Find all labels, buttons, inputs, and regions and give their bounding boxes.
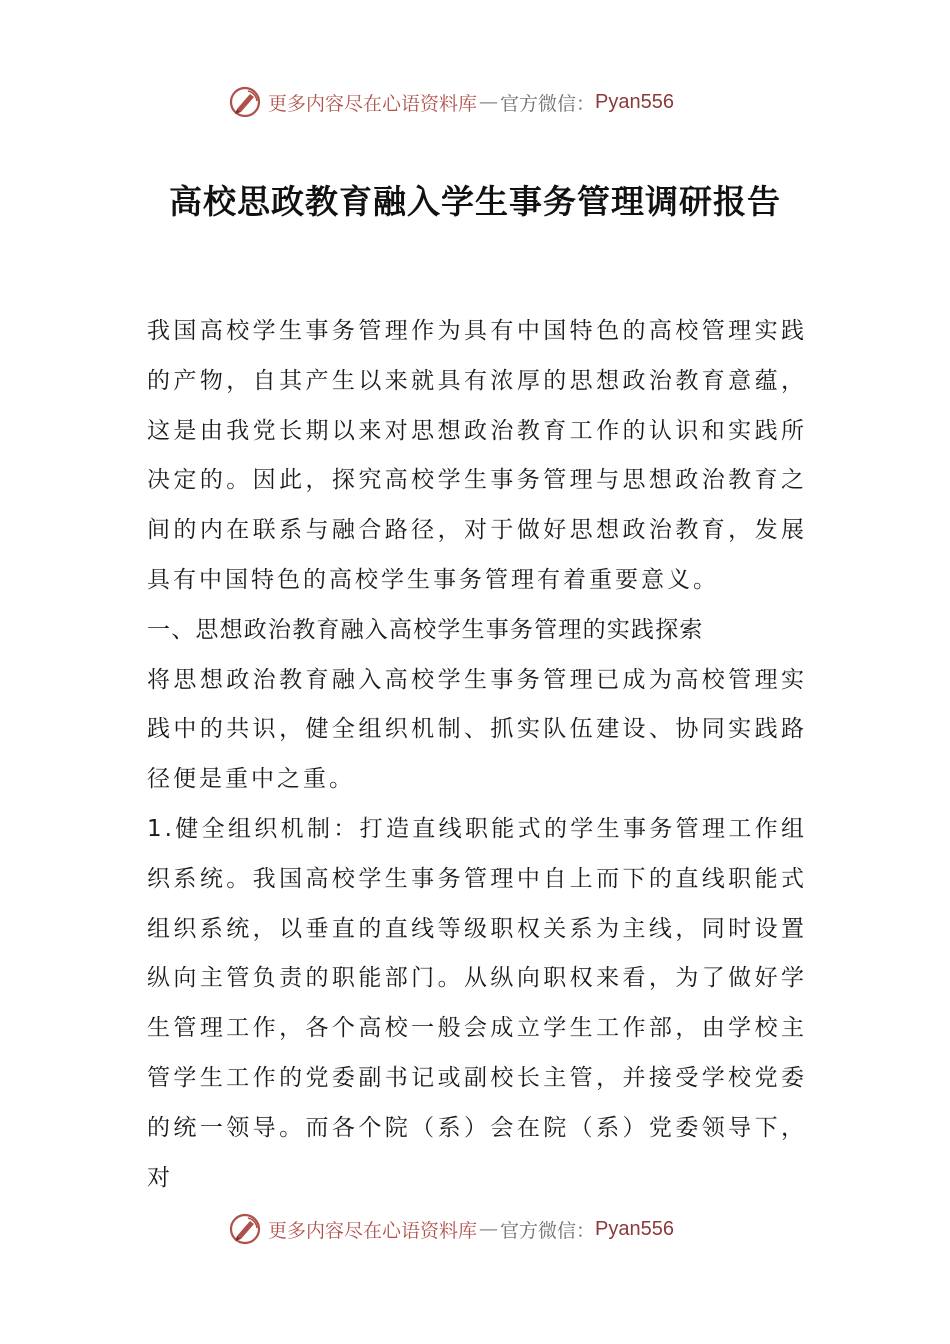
section-paragraph: 将思想政治教育融入高校学生事务管理已成为高校管理实践中的共识，健全组织机制、抓实队伍建设、协同实践路径便是重中之重。 (147, 666, 807, 793)
header-watermark (228, 82, 748, 122)
watermark-wechat-id: Pyan556 (595, 90, 674, 113)
watermark-wechat-label: 官方微信： (500, 1219, 596, 1242)
footer-watermark (228, 1209, 748, 1249)
document-body (147, 307, 807, 1203)
watermark-text: 更多内容尽在心语资料库 (268, 1219, 478, 1242)
watermark-dash: — (479, 91, 499, 113)
document-title: 高校思政教育融入学生事务管理调研报告 (169, 182, 781, 221)
watermark-dash: — (479, 1218, 499, 1240)
pen-logo-icon (228, 1212, 262, 1246)
watermark-wechat-label: 官方微信： (500, 92, 596, 115)
watermark-wechat-id: Pyan556 (595, 1217, 674, 1240)
subsection-paragraph: 1.健全组织机制：打造直线职能式的学生事务管理工作组织系统。我国高校学生事务管理中自上而下的直线职能式组织系统，以垂直的直线等级职权关系为主线，同时设置纵向主管负责的职能部门。从纵向职权来看，为了做好学生管理工作，各个高校一般会成立学生工作部，由学校主管学生工作的党委副书记或副校长主管，并接受学校党委的统一领导。而各个院（系）会在院（系）党委领导下，对 (147, 815, 807, 1191)
pen-logo-icon (228, 85, 262, 119)
intro-paragraph: 我国高校学生事务管理作为具有中国特色的高校管理实践的产物，自其产生以来就具有浓厚的思想政治教育意蕴，这是由我党长期以来对思想政治教育工作的认识和实践所决定的。因此，探究高校学生事务管理与思想政治教育之间的内在联系与融合路径，对于做好思想政治教育，发展具有中国特色的高校学生事务管理有着重要意义。 (147, 318, 807, 593)
section-heading: 一、思想政治教育融入高校学生事务管理的实践探索 (147, 616, 704, 643)
watermark-text: 更多内容尽在心语资料库 (268, 92, 478, 115)
